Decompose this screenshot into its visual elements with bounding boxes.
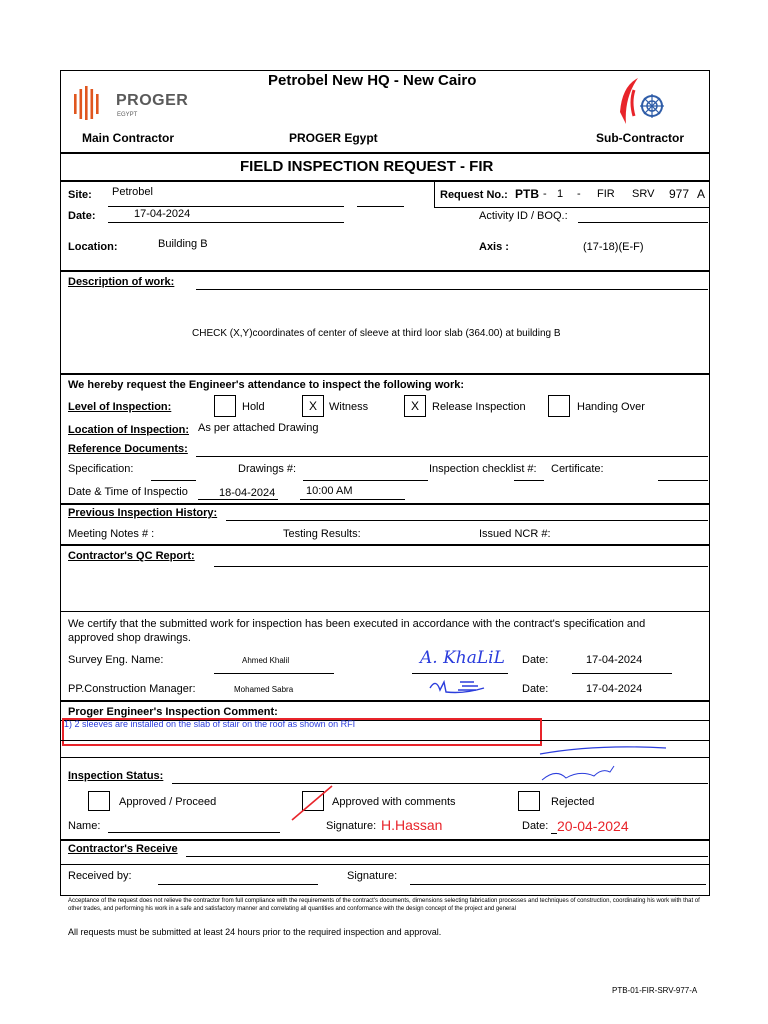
datetime-time[interactable]: 10:00 AM — [306, 485, 353, 497]
pp-date[interactable]: 17-04-2024 — [586, 683, 643, 695]
engineer-signature-label: Signature: — [326, 820, 377, 832]
datetime-underline-2 — [300, 499, 405, 500]
checklist-label: Inspection checklist #: — [429, 463, 537, 475]
section-rule-2 — [60, 373, 710, 375]
check-slash-icon — [288, 782, 336, 822]
logo-sub: EGYPT — [117, 112, 138, 118]
date-label: Date: — [68, 210, 96, 222]
witness-checkbox[interactable]: X — [302, 395, 324, 417]
description-label: Description of work: — [68, 276, 175, 288]
section-rule-5 — [60, 700, 710, 702]
rejected-label: Rejected — [551, 796, 595, 808]
checklist-underline — [514, 480, 544, 481]
receive-signature-label: Signature: — [347, 870, 398, 882]
qc-underline-1 — [214, 566, 708, 567]
description-underline — [196, 289, 708, 290]
status-underline — [172, 783, 708, 784]
certify-line-2: approved shop drawings. — [68, 632, 191, 644]
drawings-underline — [303, 480, 428, 481]
handing-over-label: Handing Over — [577, 401, 645, 413]
approved-proceed-label: Approved / Proceed — [119, 796, 217, 808]
request-no-part-5: FIR — [597, 188, 615, 200]
description-text[interactable]: CHECK (X,Y)coordinates of center of sleeve at third loor slab (364.00) at building B — [192, 328, 561, 339]
site-value[interactable]: Petrobel — [112, 186, 153, 198]
pp-signature — [424, 676, 496, 701]
testing-results-label: Testing Results: — [283, 528, 361, 540]
sub-contractor-label: Sub-Contractor — [596, 131, 684, 145]
request-no-part-1: PTB — [515, 187, 539, 201]
approved-with-comments-label: Approved with comments — [332, 796, 456, 808]
section-rule-4 — [60, 544, 710, 546]
main-contractor-value: PROGER Egypt — [289, 131, 378, 145]
date-underline — [108, 222, 344, 223]
project-title: Petrobel New HQ - New Cairo — [268, 72, 477, 89]
specification-label: Specification: — [68, 463, 134, 475]
location-label: Location: — [68, 241, 118, 253]
signature-scribble-icon — [536, 742, 676, 788]
request-no-part-8: A — [697, 187, 706, 201]
survey-date[interactable]: 17-04-2024 — [586, 654, 643, 666]
date-value[interactable]: 17-04-2024 — [134, 208, 191, 220]
hold-label: Hold — [242, 401, 265, 413]
engineer-date-label: Date: — [522, 820, 549, 832]
inspection-status-label: Inspection Status: — [68, 770, 164, 782]
survey-date-label: Date: — [522, 654, 549, 666]
level-label: Level of Inspection: — [68, 401, 172, 413]
receive-underline-1 — [186, 856, 708, 857]
activity-underline — [578, 222, 708, 223]
logo-name: PROGER — [116, 92, 189, 109]
request-no-part-2: - — [543, 188, 547, 200]
receive-underline-2 — [60, 864, 710, 865]
request-no-part-7: 977 — [669, 187, 690, 201]
release-inspection-label: Release Inspection — [432, 401, 526, 413]
survey-date-underline — [572, 673, 672, 674]
qc-report-label: Contractor's QC Report: — [68, 550, 195, 562]
site-underline — [108, 206, 344, 207]
history-underline — [226, 520, 708, 521]
notice-text: All requests must be submitted at least 24 hours prior to the required inspection and approval. — [68, 927, 442, 937]
pp-manager-name[interactable]: Mohamed Sabra — [234, 685, 294, 694]
header-rule-top — [202, 70, 206, 71]
site-underline-2 — [357, 206, 404, 207]
title-rule-top — [60, 152, 710, 154]
survey-eng-label: Survey Eng. Name: — [68, 654, 164, 666]
axis-value[interactable]: (17-18)(E-F) — [583, 241, 644, 253]
main-contractor-label: Main Contractor — [82, 131, 175, 145]
comment-underline-2 — [60, 740, 710, 741]
section-rule-6 — [60, 839, 710, 841]
pp-date-label: Date: — [522, 683, 549, 695]
survey-name-underline — [214, 673, 334, 674]
request-row-rule — [434, 207, 710, 208]
location-value[interactable]: Building B — [158, 238, 208, 250]
sub-contractor-logo — [608, 76, 672, 128]
survey-eng-name[interactable]: Ahmed Khalil — [242, 656, 290, 665]
signature-scribble-icon — [424, 676, 496, 696]
pp-manager-label: PP.Construction Manager: — [68, 683, 196, 695]
section-rule-3 — [60, 503, 710, 505]
specification-underline — [151, 480, 196, 481]
site-label: Site: — [68, 189, 92, 201]
reference-underline — [196, 456, 708, 457]
reference-documents-label: Reference Documents: — [68, 443, 188, 455]
receive-signature-underline — [410, 884, 706, 885]
disclaimer-text: Acceptance of the request does not relieve the contractor from full compliance with the requirements of the contract's documents, dimensions selecting fabrication processes and techniques of construction, coordinating his work with that of other trades, and performing his work in a safe and satisfactory manner and correlating all quantities and conformance with the design concept of the project and general — [68, 898, 700, 912]
drawings-label: Drawings #: — [238, 463, 297, 475]
history-label: Previous Inspection History: — [68, 507, 218, 519]
request-no-label: Request No.: — [440, 189, 508, 201]
engineer-comment-text[interactable]: 1) 2 sleeves are installed on the slab of stair on the roof as shown on RFI — [64, 719, 356, 729]
sub-contractor-logo-icon — [608, 76, 672, 128]
engineer-name-label: Name: — [68, 820, 101, 832]
request-no-part-6: SRV — [632, 188, 655, 200]
rejected-checkbox[interactable] — [518, 791, 540, 811]
engineer-date-value[interactable]: 20-04-2024 — [557, 818, 629, 834]
section-rule-1 — [60, 270, 710, 272]
engineer-date-underline — [551, 833, 557, 834]
issued-ncr-label: Issued NCR #: — [479, 528, 551, 540]
survey-signature: A. KhaLiL — [420, 648, 505, 668]
document-code: PTB-01-FIR-SRV-977-A — [612, 986, 698, 995]
certificate-label: Certificate: — [551, 463, 604, 475]
datetime-date[interactable]: 18-04-2024 — [219, 487, 276, 499]
proger-bars-icon — [72, 84, 106, 120]
location-of-inspection-label: Location of Inspection: — [68, 424, 189, 436]
survey-sign-underline — [412, 673, 508, 674]
engineer-name-underline — [108, 832, 280, 833]
qc-underline-2 — [60, 611, 710, 612]
proger-logo — [72, 84, 202, 124]
contractor-receive-label: Contractor's Receive — [68, 843, 178, 855]
certificate-underline — [658, 480, 708, 481]
request-no-part-4: - — [577, 188, 581, 200]
engineer-signature-curve — [536, 742, 676, 793]
handing-over-checkbox[interactable] — [548, 395, 570, 417]
request-no-part-3: 1 — [557, 188, 564, 200]
certify-line-1: We certify that the submitted work for inspection has been executed in accordance with the contract's specification and — [68, 618, 646, 630]
axis-label: Axis : — [479, 241, 509, 253]
meeting-notes-label: Meeting Notes # : — [68, 528, 155, 540]
release-inspection-checkbox[interactable]: X — [404, 395, 426, 417]
datetime-label: Date & Time of Inspectio — [68, 486, 188, 498]
received-by-underline — [158, 884, 318, 885]
engineer-signature-value[interactable]: H.Hassan — [381, 817, 443, 833]
witness-label: Witness — [329, 401, 369, 413]
datetime-underline-1 — [198, 499, 278, 500]
approved-proceed-checkbox[interactable] — [88, 791, 110, 811]
activity-label: Activity ID / BOQ.: — [479, 210, 568, 222]
hold-checkbox[interactable] — [214, 395, 236, 417]
received-by-label: Received by: — [68, 870, 132, 882]
title-rule-bottom — [60, 180, 710, 182]
location-of-inspection-value[interactable]: As per attached Drawing — [198, 422, 319, 434]
engineer-comment-label: Proger Engineer's Inspection Comment: — [68, 706, 278, 718]
request-no-divider — [434, 182, 435, 208]
request-statement: We hereby request the Engineer's attendance to inspect the following work: — [68, 379, 465, 391]
form-title: FIELD INSPECTION REQUEST - FIR — [240, 158, 494, 175]
